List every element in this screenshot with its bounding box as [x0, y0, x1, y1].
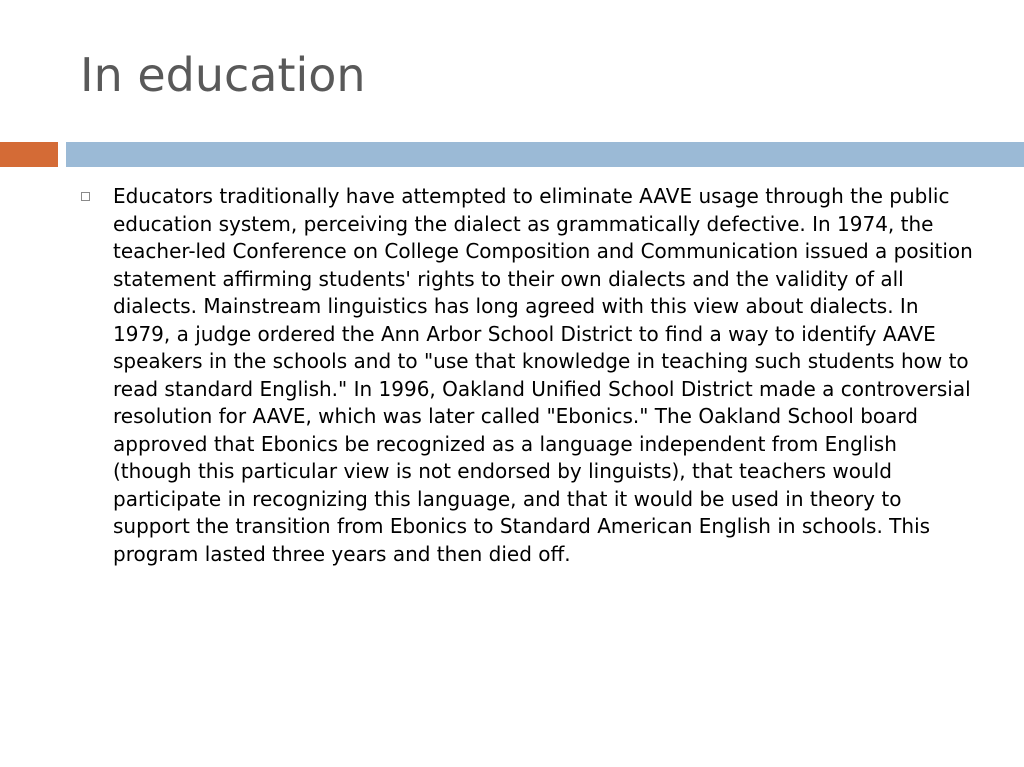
bullet-list [80, 183, 980, 568]
accent-bar-orange [0, 142, 58, 167]
bullet-text: Educators traditionally have attempted to eliminate AAVE usage through the public education system, perceiving the dialect as grammatically defective. In 1974, the teacher-led Conference on College Composition and Communication issued a position statement affirming students' rights to their own dialects and the validity of all dialects. Mainstream linguistics has long agreed with this view about dialects. In 1979, a judge ordered the Ann Arbor School District to find a way to identify AAVE speakers in the schools and to "use that knowledge in teaching such students how to read standard English." In 1996, Oakland Unified School District made a controversial resolution for AAVE, which was later called "Ebonics." The Oakland School board approved that Ebonics be recognized as a language independent from English (though this particular view is not endorsed by linguists), that teachers would participate in recognizing this language, and that it would be used in theory to support the transition from Ebonics to Standard American English in schools. This program lasted three years and then died off. [113, 184, 973, 566]
accent-bar-blue [66, 142, 1024, 167]
slide-title: In education [80, 48, 366, 102]
bullet-item [80, 183, 980, 568]
square-bullet-icon [81, 192, 90, 201]
